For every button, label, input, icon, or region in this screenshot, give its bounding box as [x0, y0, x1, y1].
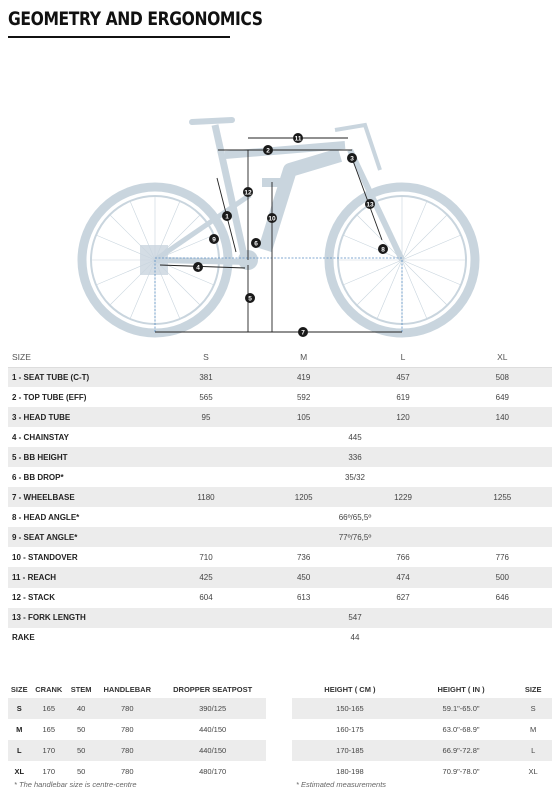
cell: 381	[199, 372, 213, 382]
cell: 170	[42, 746, 56, 755]
seat-tube	[215, 125, 245, 260]
svg-text:5: 5	[248, 295, 252, 303]
cell: 500	[495, 572, 509, 582]
geometry-table	[8, 347, 552, 648]
shock-absorber	[262, 178, 284, 187]
marker-4	[193, 262, 203, 272]
cell: 120	[396, 412, 410, 422]
cell: 1255	[493, 492, 512, 502]
cell: 419	[296, 372, 311, 382]
cell: L	[16, 746, 22, 755]
table-row	[8, 487, 552, 507]
cell: L	[531, 746, 536, 755]
row-label: 5 - BB HEIGHT	[12, 452, 68, 462]
height-header-row	[292, 680, 552, 698]
column-header: STEM	[70, 684, 92, 694]
handlebar-note: * The handlebar size is centre-centre	[14, 780, 137, 789]
table-row	[8, 567, 552, 587]
cell: 627	[396, 593, 410, 603]
ergonomics-header-row	[8, 680, 266, 698]
column-header: S	[203, 351, 209, 362]
cell: 35/32	[344, 472, 366, 482]
cell: 160-175	[336, 725, 364, 734]
cell: 1205	[294, 492, 313, 502]
cell: 619	[396, 392, 410, 402]
marker-2	[263, 145, 273, 155]
table-row	[8, 588, 552, 608]
row-label: 4 - CHAINSTAY	[12, 432, 69, 442]
cell: 440/150	[199, 746, 227, 755]
marker-7	[298, 327, 308, 337]
cell: 40	[76, 704, 86, 713]
cell: 50	[76, 725, 86, 734]
cell: 170-185	[336, 746, 364, 755]
cell: 390/125	[199, 704, 227, 713]
marker-1	[222, 211, 232, 221]
table-row	[8, 719, 266, 740]
table-row	[8, 407, 552, 427]
cell: 105	[296, 412, 311, 422]
svg-text:8: 8	[381, 246, 385, 254]
table-row	[8, 761, 266, 782]
column-header: SIZE	[12, 351, 31, 362]
cell: 70.9"-78.0"	[442, 767, 480, 776]
title-underline	[8, 36, 230, 38]
cell: 336	[348, 452, 362, 462]
cell: 170	[42, 767, 56, 776]
svg-text:12: 12	[244, 189, 252, 197]
column-header: L	[400, 351, 406, 362]
marker-10	[267, 213, 277, 223]
table-row	[292, 740, 552, 761]
row-label: 3 - HEAD TUBE	[12, 412, 71, 422]
cell: S	[530, 704, 536, 713]
table-row	[292, 719, 552, 740]
table-row	[8, 467, 552, 487]
svg-text:1: 1	[225, 213, 229, 221]
svg-text:3: 3	[350, 155, 354, 163]
row-label: 13 - FORK LENGTH	[12, 613, 86, 623]
cell: 44	[350, 633, 360, 643]
column-header: DROPPER SEATPOST	[173, 684, 253, 694]
chain-stay	[155, 260, 250, 262]
row-label: RAKE	[12, 633, 35, 643]
table-row	[8, 507, 552, 527]
marker-3	[347, 153, 357, 163]
rear-cassette	[140, 245, 168, 275]
column-header: SIZE	[10, 684, 28, 694]
row-label: 11 - REACH	[12, 572, 57, 582]
cell: 425	[199, 572, 213, 582]
rider-height-table	[292, 680, 552, 782]
row-label: 8 - HEAD ANGLE*	[12, 512, 80, 522]
table-row	[292, 761, 552, 782]
marker-13	[365, 199, 375, 209]
svg-text:9: 9	[212, 236, 216, 244]
estimate-note: * Estimated measurements	[296, 780, 387, 789]
cell: 780	[120, 767, 134, 776]
marker-12	[243, 187, 253, 197]
table-row	[8, 427, 552, 447]
cell: 780	[120, 725, 134, 734]
svg-text:13: 13	[366, 201, 374, 209]
table-row	[8, 740, 266, 761]
cell: 592	[296, 392, 311, 402]
svg-text:4: 4	[196, 264, 200, 272]
table-row	[8, 387, 552, 407]
row-label: 10 - STANDOVER	[12, 552, 78, 562]
row-label: 6 - BB DROP*	[12, 472, 64, 482]
cell: XL	[14, 767, 25, 776]
table-row	[292, 698, 552, 719]
cell: 649	[495, 392, 509, 402]
cell: 450	[296, 572, 311, 582]
column-header: HEIGHT ( IN )	[437, 684, 485, 694]
row-label: 12 - STACK	[12, 593, 55, 603]
cell: 165	[42, 704, 56, 713]
marker-6	[251, 238, 261, 248]
cell: 547	[348, 613, 362, 623]
row-label: 9 - SEAT ANGLE*	[12, 532, 78, 542]
cell: 474	[396, 572, 410, 582]
marker-5	[245, 293, 255, 303]
cell: 508	[495, 372, 509, 382]
cell: M	[16, 725, 23, 734]
cell: 480/170	[199, 767, 227, 776]
row-label: 2 - TOP TUBE (EFF)	[12, 392, 87, 402]
cell: 604	[199, 593, 213, 603]
marker-11	[293, 133, 303, 143]
table-row	[8, 698, 266, 719]
cell: 736	[296, 552, 311, 562]
bike-geometry-diagram	[0, 100, 560, 340]
marker-8	[378, 244, 388, 254]
svg-text:11: 11	[294, 135, 302, 143]
cell: 165	[42, 725, 56, 734]
cell: 59.1"-65.0"	[442, 704, 480, 713]
cell: 180-198	[336, 767, 364, 776]
marker-9	[209, 234, 219, 244]
svg-text:2: 2	[266, 147, 270, 155]
column-header: SIZE	[524, 684, 542, 694]
geometry-header-row	[8, 347, 552, 367]
cell: 150-165	[336, 704, 364, 713]
table-row	[8, 527, 552, 547]
cell: 440/150	[199, 725, 227, 734]
table-row	[8, 628, 552, 648]
row-label: 1 - SEAT TUBE (C-T)	[12, 372, 90, 382]
column-header: XL	[497, 351, 508, 362]
cell: 66º/65,5º	[338, 512, 372, 522]
saddle	[192, 120, 232, 122]
cell: 1229	[394, 492, 412, 502]
cell: S	[16, 704, 22, 713]
cell: 50	[76, 767, 86, 776]
cell: 565	[199, 392, 213, 402]
cell: 613	[296, 593, 311, 603]
table-row	[8, 547, 552, 567]
table-row	[8, 447, 552, 467]
column-header: CRANK	[35, 684, 63, 694]
cell: 780	[120, 746, 134, 755]
column-header: HANDLEBAR	[103, 684, 151, 694]
cell: 95	[201, 412, 211, 422]
cell: 710	[199, 552, 213, 562]
page-title: GEOMETRY AND ERGONOMICS	[8, 8, 263, 30]
cell: 50	[76, 746, 86, 755]
cell: 1180	[197, 492, 215, 502]
cell: XL	[528, 767, 538, 776]
cell: 66.9"-72.8"	[442, 746, 480, 755]
svg-text:6: 6	[254, 240, 258, 248]
column-header: HEIGHT ( CM )	[324, 684, 376, 694]
bike-silhouette	[82, 120, 475, 333]
svg-text:7: 7	[301, 329, 305, 337]
cell: 776	[495, 552, 509, 562]
cell: M	[530, 725, 537, 734]
cell: 77º/76,5º	[338, 532, 372, 542]
table-row	[8, 608, 552, 628]
cell: 457	[396, 372, 410, 382]
cell: 140	[495, 412, 509, 422]
ergonomics-table	[8, 680, 266, 782]
cell: 780	[120, 704, 134, 713]
cell: 766	[396, 552, 410, 562]
cell: 445	[348, 432, 362, 442]
svg-text:10: 10	[268, 215, 276, 223]
row-label: 7 - WHEELBASE	[12, 492, 75, 502]
column-header: M	[300, 351, 308, 362]
table-row	[8, 367, 552, 387]
cell: 646	[495, 593, 509, 603]
cell: 63.0"-68.9"	[442, 725, 480, 734]
